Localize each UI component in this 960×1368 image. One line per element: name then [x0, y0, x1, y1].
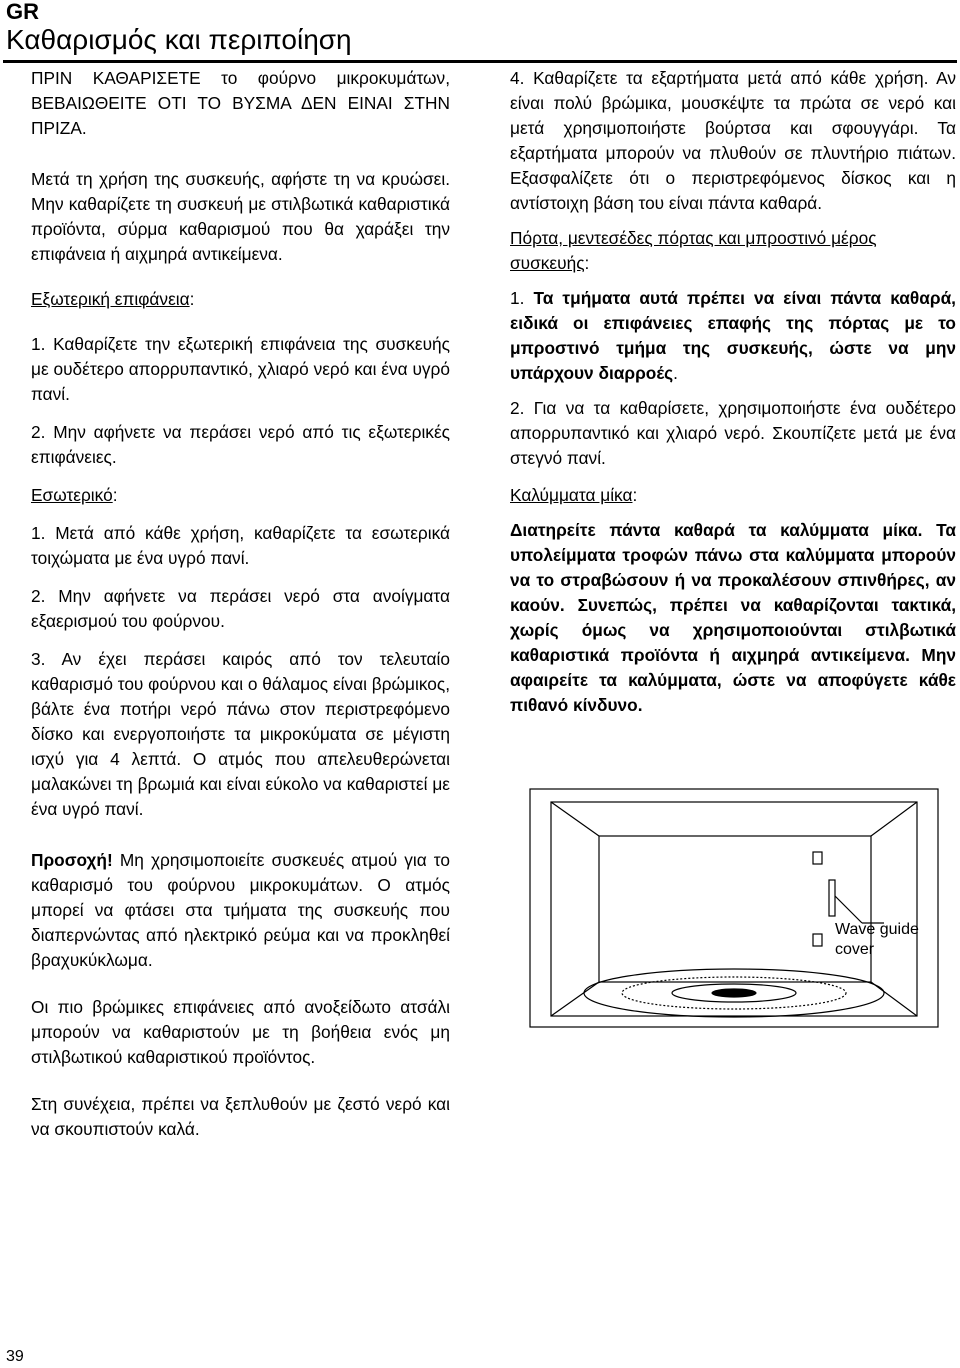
cavity-back-wall — [599, 836, 871, 982]
interior-heading: Εσωτερικό: — [31, 485, 118, 505]
waveguide-vent-bottom — [813, 934, 822, 946]
item-text: Μην αφήνετε να περάσει νερό στα ανοίγματα εξαερισμού του φούρνου. — [31, 586, 450, 631]
exterior-heading: Εξωτερική επιφάνεια: — [31, 289, 195, 309]
dirty-surfaces-paragraph: Οι πιο βρώμικες επιφάνειες από ανοξείδωτο ατσάλι μπορούν να καθαριστούν με τη βοήθεια ενός μη στιλβωτικού καθαριστικού προϊόντος. — [31, 997, 450, 1067]
page-number: 39 — [6, 1348, 24, 1365]
item-text: Τα τμήματα αυτά πρέπει να είναι πάντα καθαρά, ειδικά οι επιφάνειες επαφής της πόρτας με το μπροστινό τμήμα της συσκευής, ώστε να μην υπάρχουν διαρροές — [510, 288, 956, 383]
left-column — [31, 66, 450, 1142]
interior-heading-label: Εσωτερικό — [31, 485, 113, 505]
item-number: 2. — [510, 398, 525, 418]
intro-warning: ΠΡΙΝ ΚΑΘΑΡΙΣΕΤΕ το φούρνο μικροκυμάτων, ΒΕΒΑΙΩΘΕΙΤΕ ΟΤΙ ΤΟ ΒΥΣΜΑ ΔΕΝ ΕΙΝΑΙ ΣΤΗΝ ΠΡΙΖΑ. — [31, 68, 450, 138]
turntable-coupler — [712, 989, 756, 997]
list-item — [510, 396, 956, 471]
language-tag: GR — [6, 0, 39, 24]
caution-label: Προσοχή! — [31, 850, 113, 870]
list-item — [31, 584, 450, 634]
item-text: Για να τα καθαρίσετε, χρησιμοποιήστε ένα ουδέτερο απορρυπαντικό και χλιαρό νερό. Σκουπίζετε μετά με ένα στεγνό πανί. — [510, 398, 956, 468]
list-item — [31, 420, 450, 470]
intro-text: Μετά τη χρήση της συσκευής, αφήστε τη να κρυώσει. Μην καθαρίζετε τη συσκευή με στιλβωτικά καθαριστικά προϊόντα, σύρμα καθαρισμού που θα χαράξει την επιφάνεια ή αιχμηρά αντικείμενα. — [31, 169, 450, 264]
caution-paragraph — [31, 848, 450, 973]
mica-paragraph: Διατηρείτε πάντα καθαρά τα καλύμματα μίκα. Τα υπολείμματα τροφών πάνω στα καλύμματα μπορούν να το στραβώσουν ή να προκαλέσουν σπινθήρες, αν καούν. Συνεπώς, πρέπει να καθαρίζονται τακτικά, χωρίς όμως να χρησιμοποιούνται στιλβωτικά καθαριστικά προϊόντα ή αιχμηρά αντικείμενα. Μην αφαιρείτε τα καλύμματα, ώστε να αποφύγετε κάθε πιθανό κίνδυνο. — [510, 520, 956, 715]
item-text: Καθαρίζετε την εξωτερική επιφάνεια της συσκευής με ουδέτερο απορρυπαντικό, χλιαρό νερό και ένα υγρό πανί. — [31, 334, 450, 404]
waveguide-vent-top — [813, 852, 822, 864]
list-item — [31, 332, 450, 407]
item-number: 1. — [31, 334, 46, 354]
item-text: Καθαρίζετε τα εξαρτήματα μετά από κάθε χρήση. Αν είναι πολύ βρώμικα, μουσκέψτε τα πρώτα σε νερό και μετά χρησιμοποιήστε βούρτσα και σφουγγάρι. Τα εξαρτήματα μπορούν να πλυθούν σε πλυντήριο πιάτων. Εξασφαλίζετε ότι ο περιστρεφόμενος δίσκος και η αντίστοιχη βάση του είναι πάντα καθαρά. — [510, 68, 956, 213]
rinse-paragraph: Στη συνέχεια, πρέπει να ξεπλυθούν με ζεστό νερό και να σκουπιστούν καλά. — [31, 1094, 450, 1139]
list-item — [31, 647, 450, 822]
label-line: cover — [835, 941, 875, 958]
right-column — [510, 66, 956, 718]
waveguide-cover-shape — [829, 880, 835, 916]
mica-heading-label: Καλύμματα μίκα — [510, 485, 633, 505]
item-number: 3. — [31, 649, 46, 669]
waveguide-cover-leader — [835, 896, 862, 923]
list-item — [510, 66, 956, 216]
label-line: Wave guide — [835, 921, 919, 938]
item-number: 1. — [31, 523, 46, 543]
mica-heading: Καλύμματα μίκα: — [510, 485, 638, 505]
caution-text: Μη χρησιμοποιείτε συσκευές ατμού για το καθαρισμό του φούρνου μικροκυμάτων. Ο ατμός μπορεί να φτάσει στα τμήματα της συσκευής που διαπερνώντας από ηλεκτρικό ρεύμα και να προκληθεί βραχυκύκλωμα. — [31, 850, 450, 970]
item-number: 2. — [31, 586, 46, 606]
list-item — [31, 521, 450, 571]
item-number: 1. — [510, 288, 525, 308]
title-rule — [3, 60, 957, 63]
item-text: Αν έχει περάσει καιρός από τον τελευταίο καθαρισμό του φούρνου και ο θάλαμος είναι βρώμικος, βάλτε ένα ποτήρι νερό πάνω στον περιστρεφόμενο δίσκο και ενεργοποιήστε τα μικροκύματα σε μέγιστη ισχύ για 4 λεπτά. Ο ατμός που απελευθερώνεται μαλακώνει τη βρωμιά και είναι εύκολο να καθαριστεί με ένα υγρό πανί. — [31, 649, 450, 819]
waveguide-cover-label — [835, 920, 945, 960]
item-text: Μην αφήνετε να περάσει νερό από τις εξωτερικές επιφάνειες. — [31, 422, 450, 467]
list-item: 1. Τα τμήματα αυτά πρέπει να είναι πάντα καθαρά, ειδικά οι επιφάνειες επαφής της πόρτας με το μπροστινό τμήμα της συσκευής, ώστε να μην υπάρχουν διαρροές. — [510, 288, 956, 383]
item-text: Μετά από κάθε χρήση, καθαρίζετε τα εσωτερικά τοιχώματα με ένα υγρό πανί. — [31, 523, 450, 568]
item-number: 2. — [31, 422, 46, 442]
exterior-heading-label: Εξωτερική επιφάνεια — [31, 289, 190, 309]
door-heading-label: Πόρτα, μεντεσέδες πόρτας και μπροστινό μέρος συσκευής — [510, 228, 877, 273]
page-title: Καθαρισμός και περιποίηση — [6, 24, 352, 55]
microwave-interior-figure — [529, 788, 939, 1028]
door-heading: Πόρτα, μεντεσέδες πόρτας και μπροστινό μέρος συσκευής: — [510, 228, 877, 273]
item-number: 4. — [510, 68, 525, 88]
